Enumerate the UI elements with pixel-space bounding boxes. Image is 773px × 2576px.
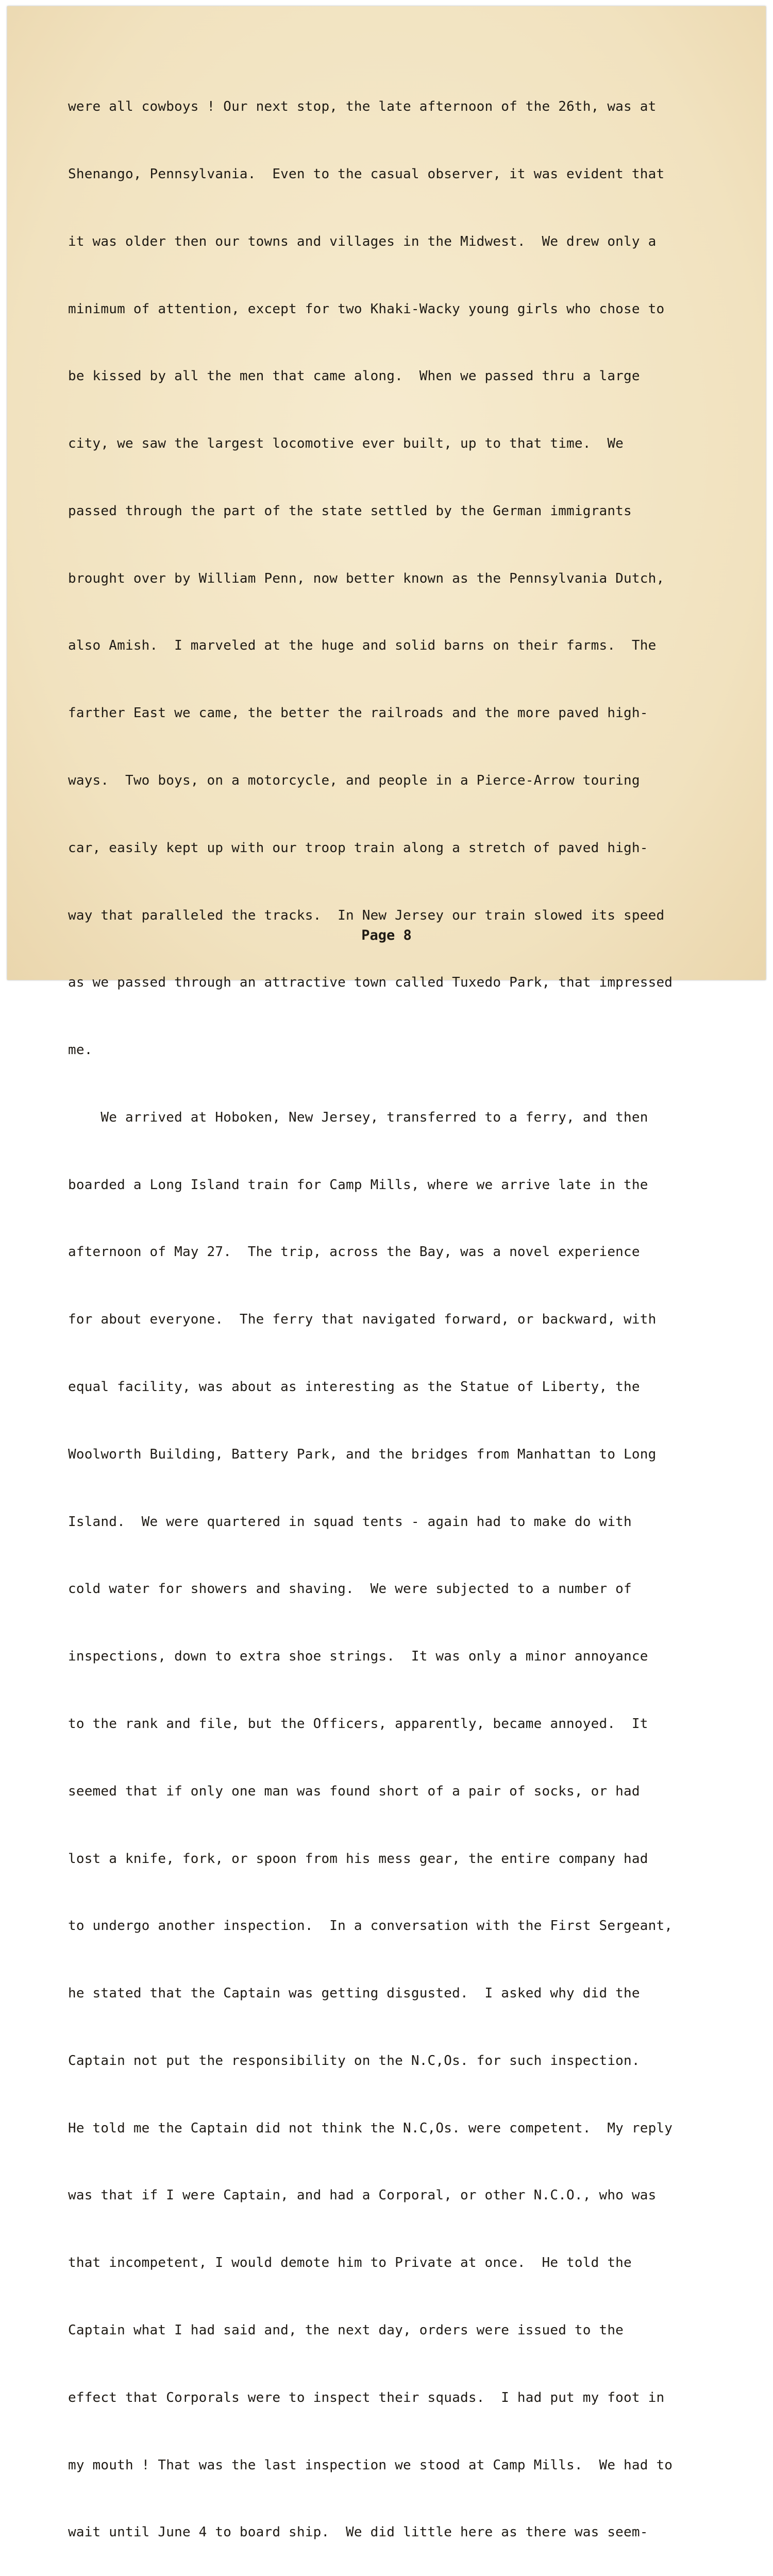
text-line: equal facility, was about as interesting as the Statue of Liberty, the: [68, 1379, 640, 1395]
text-line: be kissed by all the men that came along. When we passed thru a large: [68, 368, 640, 384]
text-line: were all cowboys ! Our next stop, the late afternoon of the 26th, was at: [68, 99, 657, 115]
text-line: it was older then our towns and villages in the Midwest. We drew only a: [68, 233, 657, 249]
text-line: that incompetent, I would demote him to Private at once. He told the: [68, 2255, 632, 2271]
text-line: cold water for showers and shaving. We were subjected to a number of: [68, 1581, 632, 1597]
page-number: Page 8: [361, 927, 412, 943]
text-line: way that paralleled the tracks. In New Jersey our train slowed its speed: [68, 907, 665, 923]
body-text: [68, 51, 753, 2576]
text-line: to undergo another inspection. In a conversation with the First Sergeant,: [68, 1918, 673, 1934]
text-line: boarded a Long Island train for Camp Mills, where we arrive late in the: [68, 1177, 648, 1193]
text-line: my mouth ! That was the last inspection we stood at Camp Mills. We had to: [68, 2457, 673, 2473]
text-line: passed through the part of the state settled by the German immigrants: [68, 503, 632, 519]
text-line: effect that Corporals were to inspect their squads. I had put my foot in: [68, 2389, 665, 2405]
text-line: farther East we came, the better the railroads and the more paved high-: [68, 705, 648, 721]
text-line: Captain what I had said and, the next day, orders were issued to the: [68, 2322, 624, 2338]
text-line: also Amish. I marveled at the huge and solid barns on their farms. The: [68, 638, 657, 654]
text-line: he stated that the Captain was getting disgusted. I asked why did the: [68, 1986, 640, 2002]
text-line: lost a knife, fork, or spoon from his mess gear, the entire company had: [68, 1851, 648, 1867]
text-line: Captain not put the responsibility on the N.C,Os. for such inspection.: [68, 2053, 640, 2069]
text-line: He told me the Captain did not think the N.C,Os. were competent. My reply: [68, 2120, 673, 2136]
text-line: minimum of attention, except for two Khaki-Wacky young girls who chose to: [68, 301, 665, 317]
text-line: We arrived at Hoboken, New Jersey, transferred to a ferry, and then: [68, 1109, 648, 1125]
text-line: was that if I were Captain, and had a Corporal, or other N.C.O., who was: [68, 2188, 657, 2204]
typewritten-page: [7, 6, 766, 2540]
text-line: as we passed through an attractive town called Tuxedo Park, that impressed: [68, 975, 673, 991]
text-line: me.: [68, 1042, 93, 1058]
text-line: Woolworth Building, Battery Park, and the bridges from Manhattan to Long: [68, 1446, 657, 1462]
text-line: inspections, down to extra shoe strings. It was only a minor annoyance: [68, 1649, 648, 1665]
text-line: city, we saw the largest locomotive ever built, up to that time. We: [68, 436, 624, 452]
text-line: Island. We were quartered in squad tents - again had to make do with: [68, 1514, 632, 1530]
text-line: car, easily kept up with our troop train along a stretch of paved high-: [68, 840, 648, 856]
text-line: for about everyone. The ferry that navigated forward, or backward, with: [68, 1312, 657, 1328]
text-line: Shenango, Pennsylvania. Even to the casual observer, it was evident that: [68, 166, 665, 182]
text-line: wait until June 4 to board ship. We did little here as there was seem-: [68, 2524, 648, 2540]
text-line: brought over by William Penn, now better known as the Pennsylvania Dutch,: [68, 570, 665, 586]
text-line: ways. Two boys, on a motorcycle, and people in a Pierce-Arrow touring: [68, 773, 640, 788]
text-line: afternoon of May 27. The trip, across the Bay, was a novel experience: [68, 1244, 640, 1260]
text-line: seemed that if only one man was found short of a pair of socks, or had: [68, 1783, 640, 1799]
text-line: to the rank and file, but the Officers, apparently, became annoyed. It: [68, 1716, 648, 1732]
